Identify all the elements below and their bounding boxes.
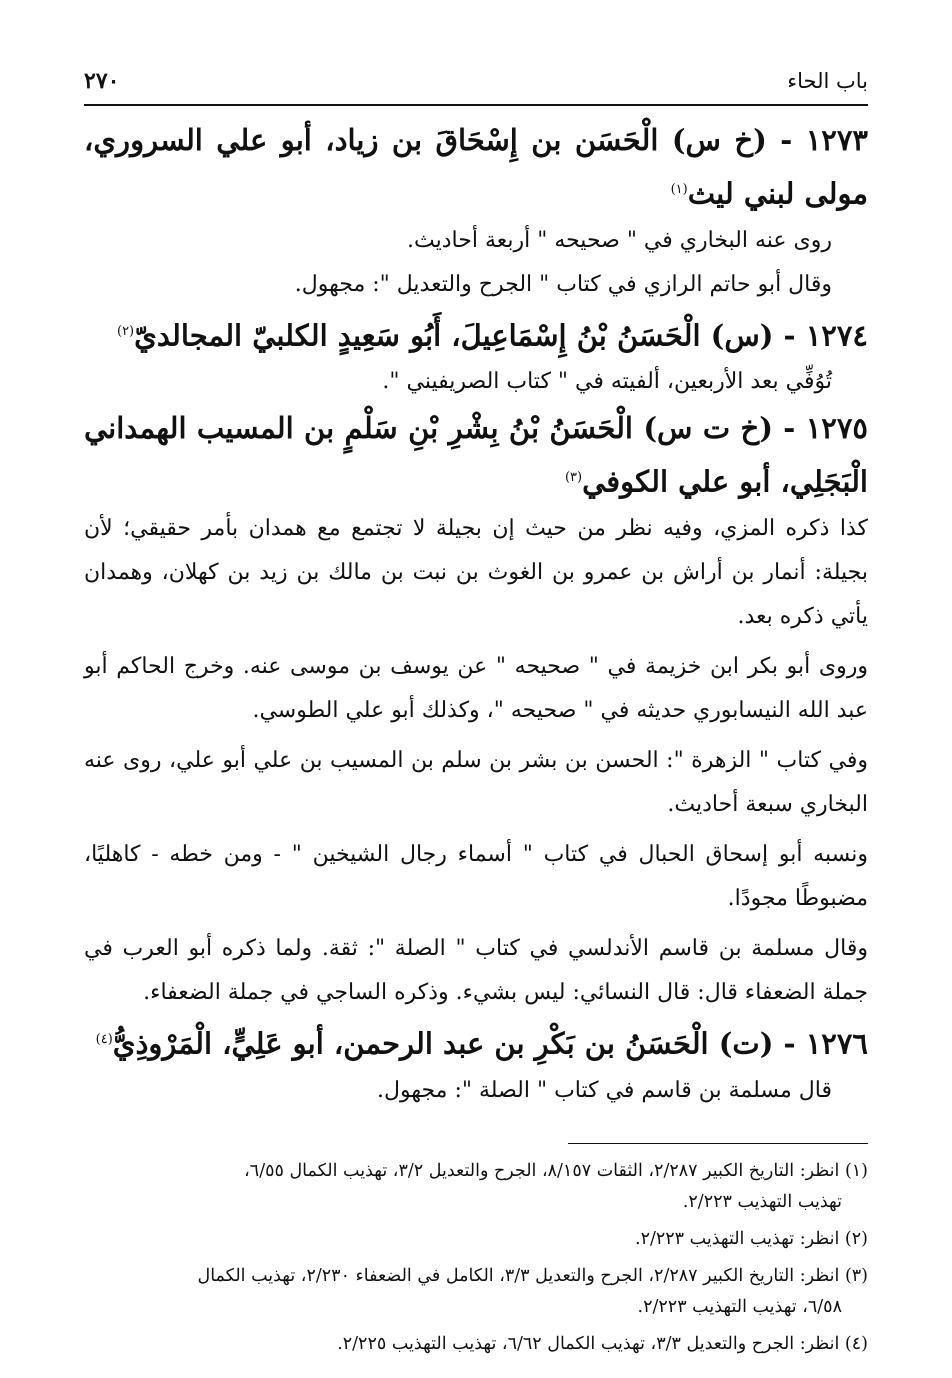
entry-heading-1274: ١٢٧٤ - (س) الْحَسَنُ بْنُ إِسْمَاعِيلَ، أَبُو سَعِيدٍ الكلبيّ المجالديّ$^{(٢)}$ <box>116 318 868 353</box>
paragraph: وقال مسلمة بن قاسم الأندلسي في كتاب " الصلة ": ثقة. ولما ذكره أبو العرب في جملة الضعفاء قال: قال النسائي: ليس بشيء. وذكره الساجي في جملة الضعفاء. <box>84 935 868 1005</box>
footnote-1-cont: تهذيب التهذيب ٢/٢٢٣. <box>682 1191 842 1212</box>
entry-line: وقال أبو حاتم الرازي في كتاب " الجرح والتعديل ": مجهول. <box>294 271 832 297</box>
footnote-3: (٣) انظر: التاريخ الكبير ٢/٢٨٧، الجرح والتعديل ٣/٣، الكامل في الضعفاء ٢/٢٣٠، تهذيب الكمال <box>197 1265 868 1286</box>
footnote-4: (٤) انظر: الجرح والتعديل ٣/٣، تهذيب الكمال ٦/٦٢، تهذيب التهذيب ٢/٢٢٥. <box>337 1333 868 1354</box>
footnote-3-cont: ٦/٥٨، تهذيب التهذيب ٢/٢٢٣. <box>637 1296 842 1317</box>
entry-line: تُوُفِّي بعد الأربعين، ألفيته في " كتاب الصريفيني ". <box>382 369 832 395</box>
paragraph: وروى أبو بكر ابن خزيمة في " صحيحه " عن يوسف بن موسى عنه. وخرج الحاكم أبو عبد الله النيسابوري حديثه في " صحيحه "، وكذلك أبو علي الطوسي. <box>84 653 868 723</box>
entry-line: روى عنه البخاري في " صحيحه " أربعة أحاديث. <box>407 227 832 253</box>
paragraph: كذا ذكره المزي، وفيه نظر من حيث إن بجيلة لا تجتمع مع همدان بأمر حقيقي؛ لأن بجيلة: أنمار بن أراش بن عمرو بن الغوث بن نبت بن مالك بن زيد بن كهلان، وهمدان يأتي ذكره بعد. <box>84 515 868 629</box>
running-header <box>84 68 868 106</box>
footnote-1: (١) انظر: التاريخ الكبير ٢/٢٨٧، الثقات ٨/١٥٧، الجرح والتعديل ٣/٢، تهذيب الكمال ٦/٥٥، <box>244 1160 868 1181</box>
main-text <box>84 116 868 1113</box>
entry-line: قال مسلمة بن قاسم في كتاب " الصلة ": مجهول. <box>377 1077 832 1103</box>
footnote-2: (٢) انظر: تهذيب التهذيب ٢/٢٢٣. <box>635 1228 868 1249</box>
entry-heading-1276: ١٢٧٦ - (ت) الْحَسَنُ بن بَكْرِ بن عبد الرحمن، أبو عَلِيٍّ، الْمَرْوذِيُّ$^{(٤)}$ <box>95 1026 868 1061</box>
footnote-ref: (٢) <box>116 323 135 339</box>
entry-heading-1273: ١٢٧٣ - (خ س) الْحَسَن بن إِسْحَاقَ بن زياد، أبو علي السروري، مولى لبني ليث$^{(١)}$ <box>84 123 868 211</box>
chapter-title: باب الحاء <box>787 69 868 93</box>
footnote-ref: (١) <box>670 182 688 197</box>
paragraph: ونسبه أبو إسحاق الحبال في كتاب " أسماء رجال الشيخين " - ومن خطه - كاهليًا، مضبوطًا مجودًا. <box>84 841 868 911</box>
page-number: ٢٧٠ <box>84 68 120 94</box>
footnotes <box>84 1156 868 1360</box>
footnote-ref: (٤) <box>95 1031 113 1047</box>
entry-heading-1275: ١٢٧٥ - (خ ت س) الْحَسَنُ بْنُ بِشْرِ بْنِ سَلْمٍ بن المسيب الهمداني الْبَجَلِي، أبو علي الكوفي$^{(٣)}$ <box>84 411 868 499</box>
footnote-ref: (٣) <box>564 470 583 486</box>
footnote-separator <box>568 1143 868 1144</box>
paragraph: وفي كتاب " الزهرة ": الحسن بن بشر بن سلم بن المسيب بن علي أبو علي، روى عنه البخاري سبعة أحاديث. <box>84 747 868 817</box>
